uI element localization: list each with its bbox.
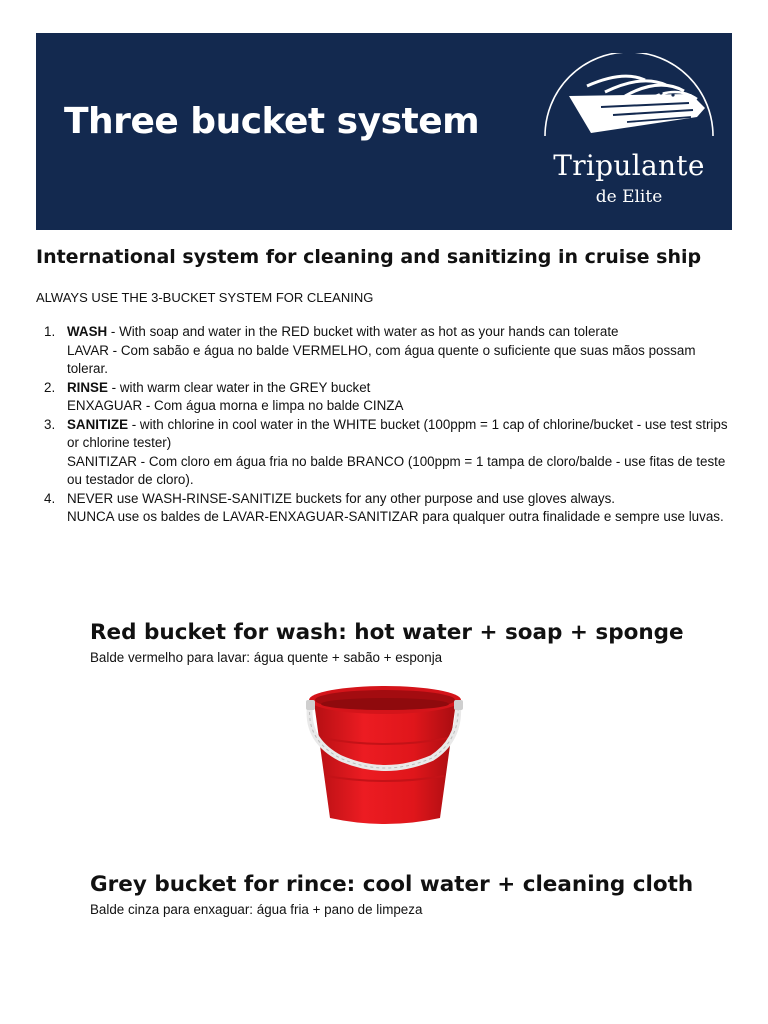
page-title: Three bucket system xyxy=(64,101,480,142)
red-bucket-image xyxy=(300,680,470,832)
step-text-en: - with warm clear water in the GREY bucket xyxy=(107,379,371,395)
step-keyword: SANITIZE xyxy=(67,416,129,432)
step-keyword: RINSE xyxy=(67,379,108,395)
step-keyword: WASH xyxy=(67,324,108,339)
red-bucket-title: Red bucket for wash: hot water + soap + sponge xyxy=(90,620,684,645)
list-number: 3. xyxy=(44,416,56,432)
list-item xyxy=(36,379,736,416)
brand-logo xyxy=(541,53,721,223)
cruise-ship-icon xyxy=(541,53,721,153)
list-item xyxy=(36,416,736,490)
grey-bucket-subtitle: Balde cinza para enxaguar: água fria + pano de limpeza xyxy=(90,902,423,917)
red-bucket-subtitle: Balde vermelho para lavar: água quente + sabão + esponja xyxy=(90,650,443,665)
step-text-pt: NUNCA use os baldes de LAVAR-ENXAGUAR-SANITIZAR para qualquer outra finalidade e sempre use luvas. xyxy=(67,509,724,524)
step-text-pt: ENXAGUAR - Com água morna e limpa no balde CINZA xyxy=(67,398,404,413)
step-text-en: NEVER use WASH-RINSE-SANITIZE buckets for any other purpose and use gloves always. xyxy=(67,490,615,506)
header-banner xyxy=(36,33,732,230)
list-number: 1. xyxy=(44,324,56,339)
steps-list xyxy=(36,323,736,527)
list-item xyxy=(36,490,736,527)
logo-name: Tripulante xyxy=(553,149,705,182)
step-text-pt: LAVAR - Com sabão e água no balde VERMELHO, com água quente o suficiente que suas mãos possam tolerar. xyxy=(67,342,696,376)
step-text-en: - With soap and water in the RED bucket with water as hot as your hands can tolerate xyxy=(107,324,619,339)
logo-tagline: de Elite xyxy=(595,187,663,207)
instruction-heading: ALWAYS USE THE 3-BUCKET SYSTEM FOR CLEANING xyxy=(36,290,374,305)
step-text-pt: SANITIZAR - Com cloro em água fria no balde BRANCO (100ppm = 1 tampa de cloro/balde - use fitas de teste ou testador de cloro). xyxy=(67,453,726,487)
list-number: 2. xyxy=(44,379,56,395)
list-number: 4. xyxy=(44,490,56,506)
grey-bucket-title: Grey bucket for rince: cool water + cleaning cloth xyxy=(90,872,694,897)
list-item xyxy=(36,323,736,379)
document-subtitle: International system for cleaning and sanitizing in cruise ship xyxy=(36,246,702,268)
step-text-en: - with chlorine in cool water in the WHITE bucket (100ppm = 1 cap of chlorine/bucket - use test strips or chlorine tester) xyxy=(67,416,728,450)
